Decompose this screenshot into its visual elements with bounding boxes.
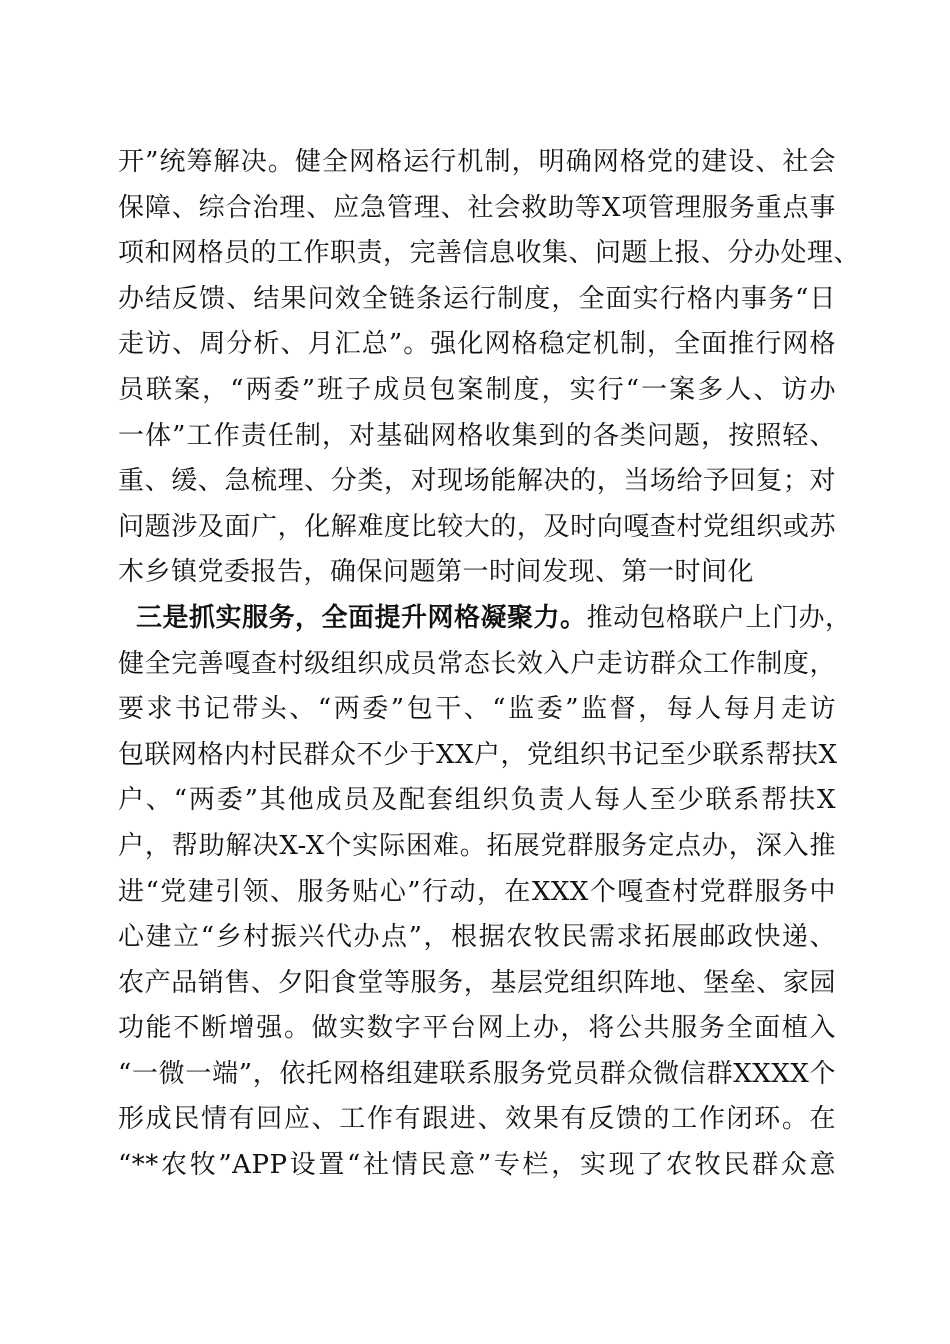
text-line: 功能不断增强。做实数字平台网上办，将公共服务全面植入 [118, 1013, 836, 1044]
text-line: 木乡镇党委报告，确保问题第一时间发现、第一时间化 [118, 557, 755, 588]
text-line: “一微一端”，依托网格组建联系服务党员群众微信群XXXX个 [118, 1058, 836, 1089]
text-line: 形成民情有回应、工作有跟进、效果有反馈的工作闭环。在 [118, 1104, 836, 1135]
text-line: 保障、综合治理、应急管理、社会救助等X项管理服务重点事 [118, 192, 836, 223]
text-line: 进“党建引领、服务贴心”行动，在XXX个嘎查村党群服务中 [118, 876, 836, 907]
text-line: 项和网格员的工作职责，完善信息收集、问题上报、分办处理、 [118, 238, 861, 269]
text-line: 开”统筹解决。健全网格运行机制，明确网格党的建设、社会 [118, 147, 836, 177]
text-line: 一体”工作责任制，对基础网格收集到的各类问题，按照轻、 [118, 420, 836, 451]
text-line: 农产品销售、夕阳食堂等服务，基层党组织阵地、堡垒、家园 [118, 967, 836, 998]
text-line: “**农牧”APP设置“社情民意”专栏，实现了农牧民群众意 [118, 1150, 836, 1181]
text-span: 推动包格联户上门办， [586, 602, 852, 633]
document-body [118, 140, 861, 1189]
text-line: 走访、周分析、月汇总”。强化网格稳定机制，全面推行网格 [118, 329, 836, 360]
paragraph-2 [118, 596, 852, 1189]
text-line: 户、“两委”其他成员及配套组织负责人每人至少联系帮扶X [118, 785, 836, 816]
text-line: 要求书记带头、“两委”包干、“监委”监督，每人每月走访 [118, 694, 836, 725]
text-line: 重、缓、急梳理、分类，对现场能解决的，当场给予回复；对 [118, 466, 836, 497]
text-line: 包联网格内村民群众不少于XX户，党组织书记至少联系帮扶X [118, 739, 838, 770]
text-line: 问题涉及面广，化解难度比较大的，及时向嘎查村党组织或苏 [118, 511, 836, 542]
text-line: 健全完善嘎查村级组织成员常态长效入户走访群众工作制度， [118, 648, 836, 679]
text-line: 员联案，“两委”班子成员包案制度，实行“一案多人、访办 [118, 374, 836, 405]
text-line: 办结反馈、结果问效全链条运行制度，全面实行格内事务“日 [118, 283, 836, 314]
section-heading: 三是抓实服务，全面提升网格凝聚力。 [136, 602, 587, 633]
paragraph-2-first-line [118, 596, 852, 642]
paragraph-1 [118, 140, 861, 596]
text-line: 户，帮助解决X-X个实际困难。拓展党群服务定点办，深入推 [118, 830, 836, 861]
text-line: 心建立“乡村振兴代办点”，根据农牧民需求拓展邮政快递、 [118, 922, 836, 953]
